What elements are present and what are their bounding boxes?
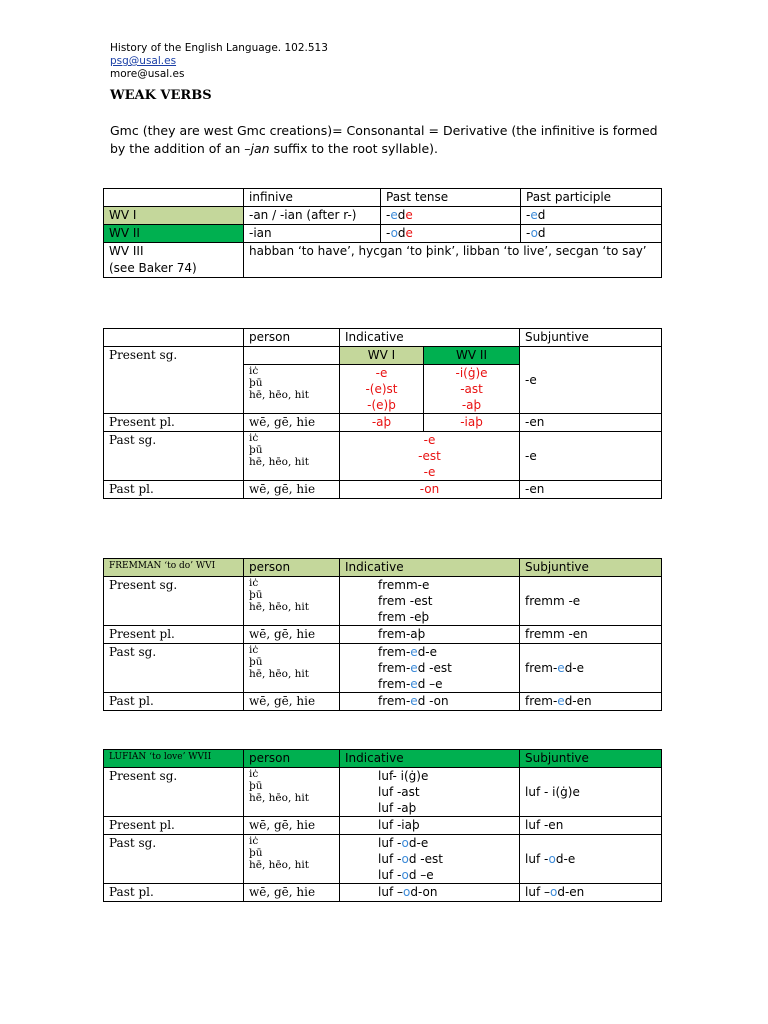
table-cell: luf - i(ġ)e: [520, 768, 662, 817]
table-cell: -e: [520, 432, 662, 481]
table-cell: frem-aþ: [340, 626, 520, 644]
table-cell: luf –od-on: [340, 884, 520, 902]
table-cell: Indicative: [340, 750, 520, 768]
table-cell: -e -est -e: [340, 432, 520, 481]
table-cell: WV III (see Baker 74): [104, 243, 244, 278]
table-cell: frem-ed-e frem-ed -est frem-ed –e: [340, 644, 520, 693]
table-cell: luf- i(ġ)e luf -ast luf -aþ: [340, 768, 520, 817]
table-cell: iċ þū hē, hēo, hit: [244, 768, 340, 817]
table-cell: luf -en: [520, 817, 662, 835]
table-cell: person: [244, 750, 340, 768]
email-link-psg[interactable]: psg@usal.es: [110, 55, 177, 67]
table-cell: [104, 189, 244, 207]
table-cell: luf -iaþ: [340, 817, 520, 835]
weak-verb-classes-table: [103, 188, 662, 278]
table-row: [104, 481, 662, 499]
table-cell: -ede: [381, 207, 521, 225]
table-cell: person: [244, 329, 340, 347]
table-cell: fremm -en: [520, 626, 662, 644]
table-row: [104, 750, 662, 768]
table-cell: -od: [521, 225, 662, 243]
table-cell: WV II: [104, 225, 244, 243]
table-cell: fremm-e frem -est frem -eþ: [340, 577, 520, 626]
table-cell: [244, 347, 340, 365]
table-row: [104, 207, 662, 225]
email-more: more@usal.es: [110, 68, 185, 80]
table-cell: Present sg.: [104, 768, 244, 817]
table-cell: Present sg.: [104, 347, 244, 414]
table-cell: Present pl.: [104, 817, 244, 835]
table-cell: WV I: [104, 207, 244, 225]
table-cell: Present sg.: [104, 577, 244, 626]
table-cell: frem-ed -on: [340, 693, 520, 711]
table-cell: Past pl.: [104, 693, 244, 711]
table-cell: frem-ed-e: [520, 644, 662, 693]
fremman-table: [103, 558, 662, 711]
table-cell: Past participle: [521, 189, 662, 207]
table-row: [104, 432, 662, 481]
table-cell: wē, gē, hie: [244, 414, 340, 432]
table-cell: Subjuntive: [520, 329, 662, 347]
table-row: [104, 414, 662, 432]
table-cell: -on: [340, 481, 520, 499]
table-cell: wē, gē, hie: [244, 693, 340, 711]
table-row: [104, 884, 662, 902]
table-cell: -iaþ: [424, 414, 520, 432]
table-cell: -en: [520, 414, 662, 432]
table-cell: Present pl.: [104, 626, 244, 644]
table-cell: Past pl.: [104, 481, 244, 499]
table-cell: Past pl.: [104, 884, 244, 902]
table-cell: -aþ: [340, 414, 424, 432]
table-row: [104, 225, 662, 243]
course-title: History of the English Language. 102.513: [110, 42, 328, 54]
table-row: [104, 644, 662, 693]
table-cell: habban ‘to have’, hycgan ‘to þink’, libban ‘to live’, secgan ‘to say’: [244, 243, 662, 278]
table-cell: wē, gē, hie: [244, 481, 340, 499]
table-cell: infinive: [244, 189, 381, 207]
table-cell: luf –od-en: [520, 884, 662, 902]
table-cell: [104, 329, 244, 347]
table-row: [104, 693, 662, 711]
table-cell: Subjuntive: [520, 559, 662, 577]
table-cell: person: [244, 559, 340, 577]
table-cell: -ian: [244, 225, 381, 243]
table-cell: WV I: [340, 347, 424, 365]
table-cell: Indicative: [340, 329, 520, 347]
table-header-row: [104, 189, 662, 207]
table-cell: Past sg.: [104, 644, 244, 693]
lufian-table: [103, 749, 662, 902]
table-cell: Past tense: [381, 189, 521, 207]
table-cell: iċ þū hē, hēo, hit: [244, 577, 340, 626]
table-cell: fremm -e: [520, 577, 662, 626]
table-cell: Present pl.: [104, 414, 244, 432]
table-cell: iċ þū hē, hēo, hit: [244, 432, 340, 481]
table-cell: Past sg.: [104, 835, 244, 884]
table-row: [104, 559, 662, 577]
table-cell: -en: [520, 481, 662, 499]
table-cell: -e: [520, 347, 662, 414]
table-cell: Subjuntive: [520, 750, 662, 768]
table-cell: iċ þū hē, hēo, hit: [244, 644, 340, 693]
table-cell: luf -od-e luf -od -est luf -od –e: [340, 835, 520, 884]
table-cell: -an / -ian (after r-): [244, 207, 381, 225]
table-cell: -e -(e)st -(e)þ: [340, 365, 424, 414]
table-row: [104, 817, 662, 835]
intro-paragraph: Gmc (they are west Gmc creations)= Consonantal = Derivative (the infinitive is formed by the addition of an –jan suffix to the root syllable).: [110, 123, 658, 156]
table-cell: wē, gē, hie: [244, 884, 340, 902]
table-row: [104, 329, 662, 347]
table-cell: iċ þū hē, hēo, hit: [244, 835, 340, 884]
table-row: [104, 577, 662, 626]
page-title: WEAK VERBS: [110, 88, 212, 103]
table-cell: luf -od-e: [520, 835, 662, 884]
table-cell: frem-ed-en: [520, 693, 662, 711]
table-row: [104, 347, 662, 365]
weak-verb-endings-table: [103, 328, 662, 499]
table-cell: -ed: [521, 207, 662, 225]
table-row: [104, 243, 662, 278]
table-row: [104, 768, 662, 817]
table-cell: wē, gē, hie: [244, 626, 340, 644]
table-row: [104, 626, 662, 644]
table-cell: iċ þū hē, hēo, hit: [244, 365, 340, 414]
table-cell: FREMMAN ‘to do’ WVI: [104, 559, 244, 577]
table-cell: -i(ġ)e -ast -aþ: [424, 365, 520, 414]
table-cell: wē, gē, hie: [244, 817, 340, 835]
table-cell: Indicative: [340, 559, 520, 577]
table-cell: LUFIAN ‘to love’ WVII: [104, 750, 244, 768]
table-cell: WV II: [424, 347, 520, 365]
table-row: [104, 835, 662, 884]
table-cell: -ode: [381, 225, 521, 243]
table-cell: Past sg.: [104, 432, 244, 481]
